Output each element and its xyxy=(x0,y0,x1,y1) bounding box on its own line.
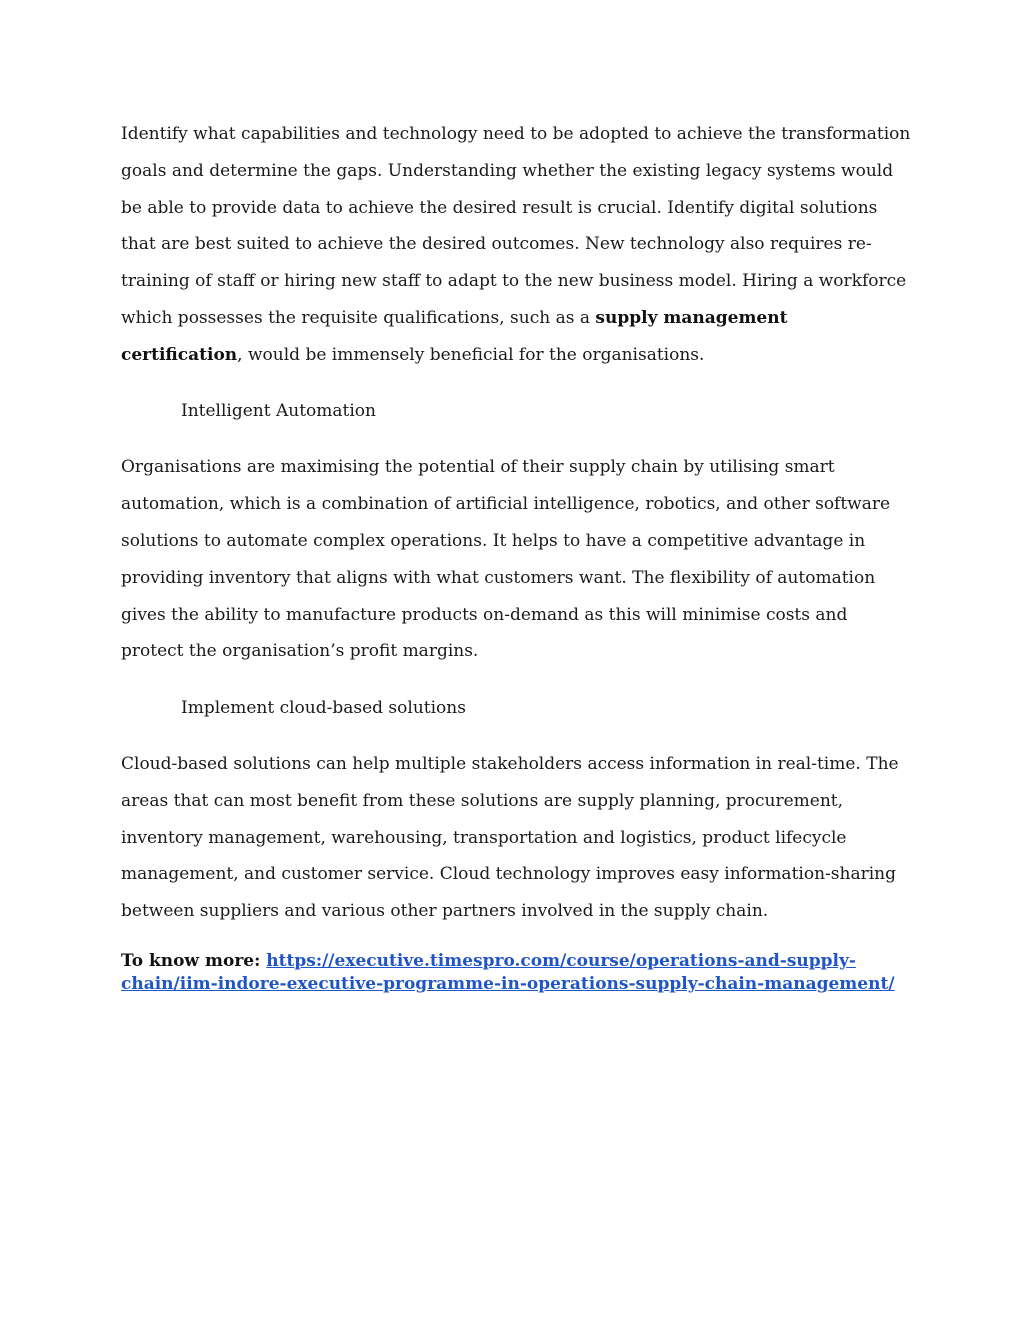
paragraph-text: , would be immensely beneficial for the organisations. xyxy=(237,344,705,365)
document-body xyxy=(121,116,911,996)
subheading-intelligent-automation: Intelligent Automation xyxy=(181,401,376,422)
know-more-line xyxy=(121,950,911,996)
paragraph-text: Identify what capabilities and technology need to be adopted to achieve the transformation goals and determine the gaps. Understanding whether the existing legacy systems would be able to provide data to achieve the desired result is crucial. Identify digital solutions that are best suited to achieve the desired outcomes. New technology also requires re-training of staff or hiring new staff to adapt to the new business model. Hiring a workforce which possesses the requisite qualifications, such as a xyxy=(121,124,911,328)
bold-phrase: supply management certification xyxy=(121,307,788,365)
paragraph-automation: Organisations are maximising the potential of their supply chain by utilising smart automation, which is a combination of artificial intelligence, robotics, and other software solutions to automate complex operations. It helps to have a competitive advantage in providing inventory that aligns with what customers want. The flexibility of automation gives the ability to manufacture products on-demand as this will minimise costs and protect the organisation’s profit margins. xyxy=(121,457,891,662)
subheading-cloud-solutions: Implement cloud-based solutions xyxy=(181,697,466,718)
know-more-label: To know more: xyxy=(121,950,261,971)
paragraph-cloud: Cloud-based solutions can help multiple stakeholders access information in real-time. The areas that can most benefit from these solutions are supply planning, procurement, inventory management, warehousing, transportation and logistics, product lifecycle management, and customer service. Cloud technology improves easy information-sharing between suppliers and various other partners involved in the supply chain. xyxy=(121,753,899,922)
course-link[interactable]: https://executive.timespro.com/course/operations-and-supply-chain/iim-indore-executive-programme-in-operations-supply-chain-management/ xyxy=(121,950,895,994)
paragraph-capabilities xyxy=(121,116,911,374)
